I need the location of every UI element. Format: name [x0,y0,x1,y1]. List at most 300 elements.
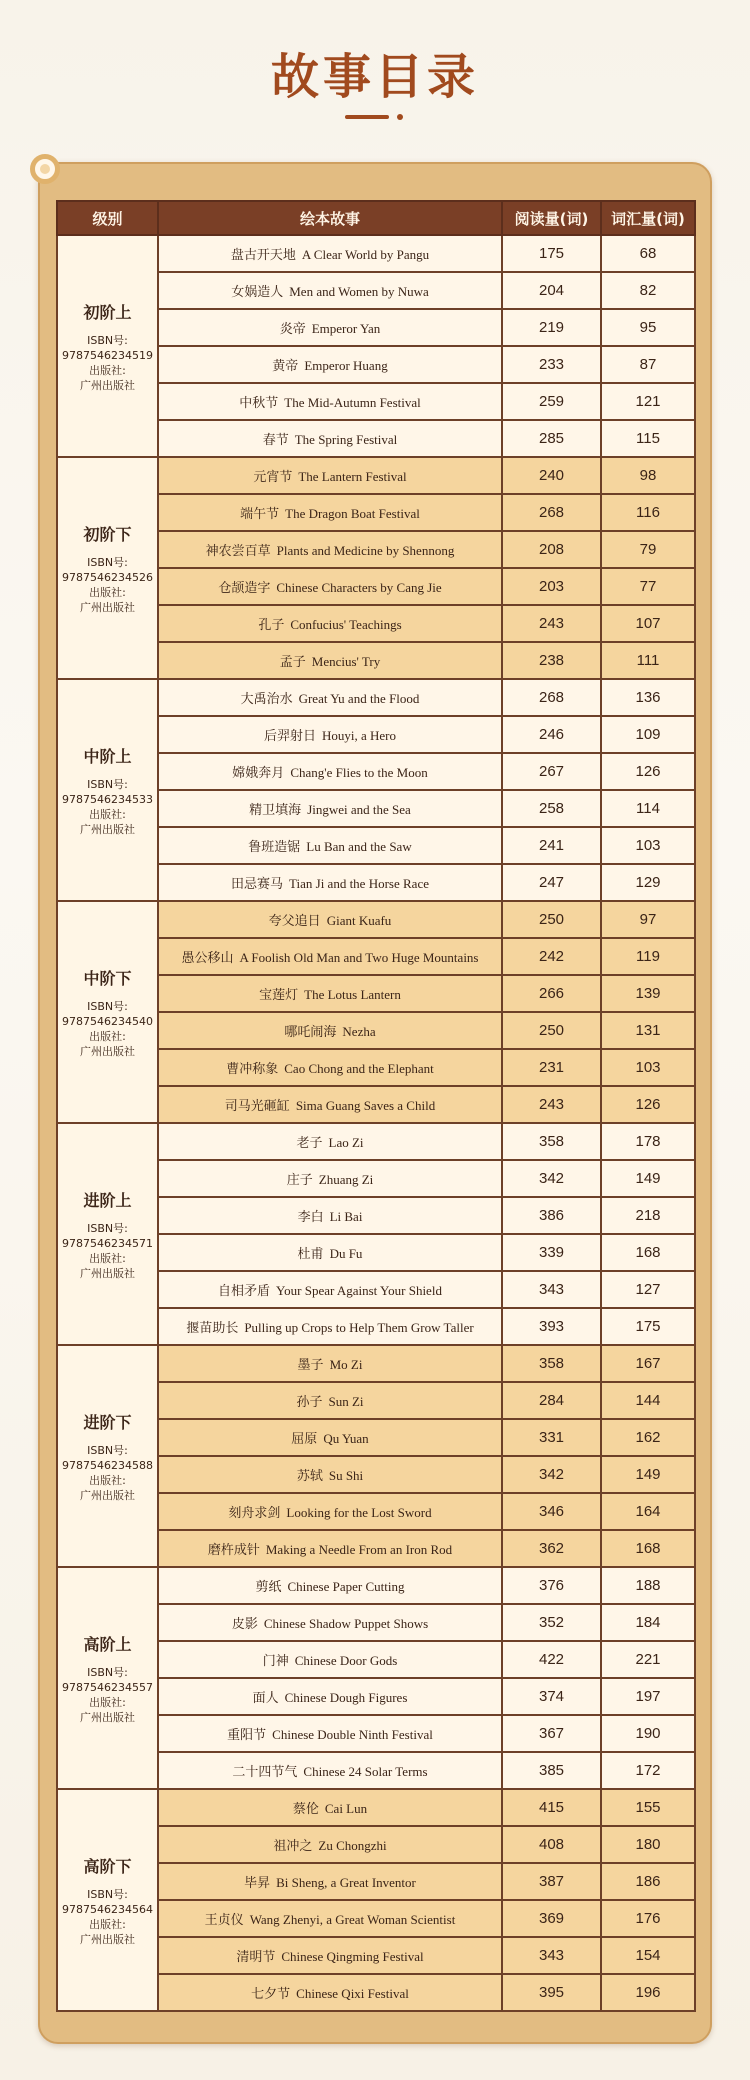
table-row [57,1123,695,1160]
story-title-en: Chinese Characters by Cang Jie [276,579,442,595]
story-title-en: Qu Yuan [323,1430,369,1446]
story-title-cn: 盘古开天地 [230,247,296,263]
publisher-value: 广州出版社 [80,1488,135,1502]
reading-count: 346 [502,1493,601,1530]
story-cell [158,420,502,457]
story-title-cn: 七夕节 [251,1986,291,2002]
isbn-value: 9787546234564 [62,1902,153,1916]
vocab-count: 188 [601,1567,695,1604]
story-title-en: Emperor Yan [311,320,381,336]
reading-count: 238 [502,642,601,679]
vocab-count: 68 [601,235,695,272]
reading-count: 208 [502,531,601,568]
story-title-cn: 皮影 [231,1616,258,1632]
reading-count: 352 [502,1604,601,1641]
reading-count: 386 [502,1197,601,1234]
story-title-cn: 鲁班造锯 [248,839,301,855]
page-title: 故事目录 [270,49,479,105]
story-title-cn: 王贞仪 [204,1912,244,1928]
story-title-en: Plants and Medicine by Shennong [276,542,455,558]
story-cell [158,1456,502,1493]
publisher-value: 广州出版社 [80,1932,135,1946]
level-name: 初阶上 [83,302,132,322]
reading-count: 393 [502,1308,601,1345]
story-title-cn: 司马光砸缸 [224,1098,290,1114]
story-title-cn: 夸父追日 [268,913,321,929]
story-title-en: Jingwei and the Sea [307,801,411,817]
vocab-count: 149 [601,1456,695,1493]
story-cell [158,1974,502,2011]
vocab-count: 136 [601,679,695,716]
story-cell [158,346,502,383]
level-name: 中阶下 [83,968,132,988]
vocab-count: 154 [601,1937,695,1974]
story-cell [158,1086,502,1123]
story-cell [158,568,502,605]
vocab-count: 155 [601,1789,695,1826]
reading-count: 246 [502,716,601,753]
story-cell [158,864,502,901]
header-vocab: 词汇量(词) [601,201,695,235]
vocab-count: 82 [601,272,695,309]
vocab-count: 167 [601,1345,695,1382]
story-title-en: Chinese Qixi Festival [296,1985,409,2001]
story-title-en: Nezha [342,1023,376,1039]
story-title-en: Houyi, a Hero [322,727,397,743]
vocab-count: 87 [601,346,695,383]
story-title-cn: 祖冲之 [273,1838,313,1854]
story-title-cn: 曹冲称象 [226,1061,279,1077]
publisher-label: 出版社: [89,1029,126,1043]
publisher-value: 广州出版社 [80,1044,135,1058]
table-row [57,235,695,272]
reading-count: 343 [502,1271,601,1308]
reading-count: 284 [502,1382,601,1419]
publisher-value: 广州出版社 [80,378,135,392]
vocab-count: 218 [601,1197,695,1234]
vocab-count: 186 [601,1863,695,1900]
story-title-cn: 门神 [262,1653,289,1669]
story-title-cn: 重阳节 [227,1727,267,1743]
story-title-en: Bi Sheng, a Great Inventor [276,1874,416,1890]
story-cell [158,790,502,827]
story-title-en: Wang Zhenyi, a Great Woman Scientist [249,1911,456,1927]
story-title-en: A Clear World by Pangu [301,246,430,262]
story-cell [158,1382,502,1419]
reading-count: 342 [502,1456,601,1493]
reading-count: 243 [502,1086,601,1123]
reading-count: 241 [502,827,601,864]
level-name: 进阶下 [83,1412,132,1432]
story-title-en: Chinese Paper Cutting [287,1578,405,1594]
publisher-label: 出版社: [89,363,126,377]
story-title-en: The Lantern Festival [298,468,407,484]
story-title-cn: 刻舟求剑 [228,1505,281,1521]
table-row [57,457,695,494]
vocab-count: 107 [601,605,695,642]
story-title-cn: 苏轼 [296,1468,323,1484]
story-title-en: Men and Women by Nuwa [289,283,429,299]
story-title-en: A Foolish Old Man and Two Huge Mountains [239,949,479,965]
reading-count: 247 [502,864,601,901]
level-cell [57,1567,158,1789]
story-title-en: Li Bai [329,1208,363,1224]
reading-count: 408 [502,1826,601,1863]
isbn-value: 9787546234571 [62,1236,153,1250]
story-cell [158,1530,502,1567]
reading-count: 285 [502,420,601,457]
story-title-en: Zu Chongzhi [318,1837,387,1853]
story-cell [158,1826,502,1863]
reading-count: 259 [502,383,601,420]
story-title-en: Cao Chong and the Elephant [284,1060,434,1076]
story-title-cn: 精卫填海 [249,802,302,818]
story-title-en: Mo Zi [329,1356,363,1372]
vocab-count: 109 [601,716,695,753]
vocab-count: 121 [601,383,695,420]
story-cell [158,235,502,272]
reading-count: 374 [502,1678,601,1715]
reading-count: 204 [502,272,601,309]
reading-count: 376 [502,1567,601,1604]
story-cell [158,1567,502,1604]
vocab-count: 149 [601,1160,695,1197]
level-cell [57,235,158,457]
story-cell [158,1937,502,1974]
story-title-en: The Lotus Lantern [304,986,401,1002]
story-title-cn: 元宵节 [253,469,293,485]
story-cell [158,901,502,938]
story-title-cn: 田忌赛马 [231,876,284,892]
story-title-cn: 孙子 [296,1394,323,1410]
level-name: 高阶上 [83,1634,132,1654]
vocab-count: 221 [601,1641,695,1678]
level-name: 高阶下 [83,1856,132,1876]
story-cell [158,753,502,790]
reading-count: 243 [502,605,601,642]
story-title-en: The Mid-Autumn Festival [284,394,421,410]
vocab-count: 131 [601,1012,695,1049]
story-title-en: Confucius' Teachings [290,616,402,632]
vocab-count: 168 [601,1530,695,1567]
level-cell [57,457,158,679]
publisher-value: 广州出版社 [80,822,135,836]
story-title-cn: 蔡伦 [292,1801,319,1817]
vocab-count: 139 [601,975,695,1012]
level-cell [57,1123,158,1345]
vocab-count: 162 [601,1419,695,1456]
vocab-count: 114 [601,790,695,827]
story-cell [158,605,502,642]
isbn-value: 9787546234540 [62,1014,153,1028]
vocab-count: 176 [601,1900,695,1937]
story-title-en: Your Spear Against Your Shield [276,1282,442,1298]
story-cell [158,1012,502,1049]
story-title-cn: 庄子 [286,1172,313,1188]
story-title-en: Chinese Shadow Puppet Shows [263,1615,429,1631]
story-title-cn: 春节 [262,432,289,448]
story-title-cn: 大禹治水 [240,691,293,707]
level-name: 初阶下 [83,524,132,544]
story-title-cn: 端午节 [240,506,280,522]
story-title-en: Tian Ji and the Horse Race [289,875,429,891]
story-cell [158,1049,502,1086]
story-title-en: The Spring Festival [294,431,398,447]
isbn-label: ISBN号: [87,1443,128,1457]
reading-count: 240 [502,457,601,494]
reading-count: 258 [502,790,601,827]
level-name: 中阶上 [83,746,132,766]
vocab-count: 77 [601,568,695,605]
publisher-label: 出版社: [89,807,126,821]
story-cell [158,1160,502,1197]
story-title-cn: 后羿射日 [263,728,316,744]
reading-count: 358 [502,1345,601,1382]
isbn-value: 9787546234526 [62,570,153,584]
publisher-label: 出版社: [89,1917,126,1931]
story-title-cn: 宝莲灯 [259,987,299,1003]
story-cell [158,1419,502,1456]
story-title-en: Great Yu and the Flood [298,690,420,706]
title-divider [345,113,405,123]
publisher-value: 广州出版社 [80,1710,135,1724]
reading-count: 331 [502,1419,601,1456]
story-cell [158,494,502,531]
story-cell [158,531,502,568]
story-title-en: Chang'e Flies to the Moon [290,764,428,780]
reading-count: 343 [502,1937,601,1974]
vocab-count: 126 [601,753,695,790]
reading-count: 233 [502,346,601,383]
story-title-en: Pulling up Crops to Help Them Grow Taller [244,1319,474,1335]
story-title-en: Mencius' Try [311,653,381,669]
vocab-count: 178 [601,1123,695,1160]
story-title-en: Emperor Huang [304,357,388,373]
story-title-cn: 黄帝 [272,358,299,374]
isbn-label: ISBN号: [87,999,128,1013]
story-cell [158,1604,502,1641]
table-row [57,1567,695,1604]
reading-count: 369 [502,1900,601,1937]
story-cell [158,716,502,753]
reading-count: 242 [502,938,601,975]
story-title-cn: 杜甫 [297,1246,324,1262]
reading-count: 385 [502,1752,601,1789]
vocab-count: 172 [601,1752,695,1789]
reading-count: 395 [502,1974,601,2011]
vocab-count: 79 [601,531,695,568]
story-cell [158,383,502,420]
story-title-en: Chinese Dough Figures [284,1689,408,1705]
story-cell [158,975,502,1012]
story-title-en: Sima Guang Saves a Child [295,1097,436,1113]
isbn-value: 9787546234588 [62,1458,153,1472]
reading-count: 266 [502,975,601,1012]
reading-count: 267 [502,753,601,790]
story-title-cn: 面人 [252,1690,279,1706]
vocab-count: 119 [601,938,695,975]
table-row [57,1345,695,1382]
reading-count: 387 [502,1863,601,1900]
story-cell [158,1641,502,1678]
header-reading: 阅读量(词) [502,201,601,235]
isbn-label: ISBN号: [87,555,128,569]
story-title-cn: 自相矛盾 [218,1283,271,1299]
vocab-count: 126 [601,1086,695,1123]
story-title-en: Chinese Double Ninth Festival [272,1726,433,1742]
story-title-cn: 中秋节 [239,395,279,411]
publisher-value: 广州出版社 [80,1266,135,1280]
vocab-count: 184 [601,1604,695,1641]
vocab-count: 129 [601,864,695,901]
story-cell [158,827,502,864]
story-title-cn: 剪纸 [255,1579,282,1595]
story-title-en: Zhuang Zi [318,1171,374,1187]
story-title-cn: 屈原 [291,1431,318,1447]
story-title-en: Du Fu [329,1245,363,1261]
story-cell [158,938,502,975]
isbn-label: ISBN号: [87,1221,128,1235]
vocab-count: 97 [601,901,695,938]
story-title-en: Lu Ban and the Saw [306,838,412,854]
story-catalog-table [56,200,696,2012]
story-cell [158,1863,502,1900]
story-title-cn: 老子 [296,1135,323,1151]
story-cell [158,1123,502,1160]
story-cell [158,1752,502,1789]
isbn-label: ISBN号: [87,1665,128,1679]
vocab-count: 116 [601,494,695,531]
table-body [57,235,695,2011]
story-cell [158,1678,502,1715]
story-title-cn: 炎帝 [279,321,306,337]
story-title-cn: 孟子 [279,654,306,670]
story-title-cn: 仓颉造字 [218,580,271,596]
story-cell [158,309,502,346]
story-cell [158,1197,502,1234]
table-row [57,901,695,938]
level-cell [57,901,158,1123]
reading-count: 415 [502,1789,601,1826]
level-name: 进阶上 [83,1190,132,1210]
vocab-count: 98 [601,457,695,494]
reading-count: 422 [502,1641,601,1678]
isbn-label: ISBN号: [87,777,128,791]
story-title-cn: 嫦娥奔月 [232,765,285,781]
story-cell [158,642,502,679]
publisher-label: 出版社: [89,1251,126,1265]
story-title-cn: 清明节 [236,1949,276,1965]
reading-count: 367 [502,1715,601,1752]
story-cell [158,1493,502,1530]
story-cell [158,272,502,309]
publisher-label: 出版社: [89,1695,126,1709]
header-level: 级别 [57,201,158,235]
story-title-cn: 揠苗助长 [186,1320,239,1336]
vocab-count: 196 [601,1974,695,2011]
level-cell [57,1789,158,2011]
story-title-en: Cai Lun [324,1800,368,1816]
reading-count: 231 [502,1049,601,1086]
vocab-count: 103 [601,1049,695,1086]
reading-count: 203 [502,568,601,605]
vocab-count: 190 [601,1715,695,1752]
table-row [57,1789,695,1826]
vocab-count: 175 [601,1308,695,1345]
reading-count: 268 [502,494,601,531]
story-cell [158,1234,502,1271]
story-title-cn: 磨杵成针 [207,1542,260,1558]
reading-count: 339 [502,1234,601,1271]
publisher-label: 出版社: [89,1473,126,1487]
isbn-value: 9787546234533 [62,792,153,806]
story-cell [158,1789,502,1826]
story-cell [158,679,502,716]
vocab-count: 164 [601,1493,695,1530]
vocab-count: 95 [601,309,695,346]
table-row [57,679,695,716]
story-title-en: Su Shi [328,1467,364,1483]
level-cell [57,1345,158,1567]
story-title-cn: 神农尝百草 [205,543,271,559]
reading-count: 250 [502,1012,601,1049]
table-header-row [57,201,695,235]
story-title-en: Chinese Door Gods [294,1652,398,1668]
story-title-en: The Dragon Boat Festival [285,505,420,521]
vocab-count: 144 [601,1382,695,1419]
story-cell [158,1308,502,1345]
story-cell [158,1345,502,1382]
isbn-label: ISBN号: [87,1887,128,1901]
story-title-cn: 女娲造人 [231,284,284,300]
reading-count: 362 [502,1530,601,1567]
story-title-en: Chinese 24 Solar Terms [303,1763,428,1779]
story-title-cn: 愚公移山 [181,950,234,966]
story-title-cn: 毕昇 [244,1875,271,1891]
vocab-count: 111 [601,642,695,679]
isbn-label: ISBN号: [87,333,128,347]
header-story: 绘本故事 [158,201,502,235]
vocab-count: 115 [601,420,695,457]
vocab-count: 180 [601,1826,695,1863]
publisher-label: 出版社: [89,585,126,599]
story-title-en: Looking for the Lost Sword [286,1504,432,1520]
level-cell [57,679,158,901]
reading-count: 175 [502,235,601,272]
story-title-cn: 哪吒闹海 [284,1024,337,1040]
story-title-en: Giant Kuafu [326,912,392,928]
isbn-value: 9787546234557 [62,1680,153,1694]
vocab-count: 127 [601,1271,695,1308]
reading-count: 342 [502,1160,601,1197]
story-title-cn: 孔子 [258,617,285,633]
publisher-value: 广州出版社 [80,600,135,614]
reading-count: 219 [502,309,601,346]
story-title-en: Sun Zi [328,1393,364,1409]
vocab-count: 197 [601,1678,695,1715]
vocab-count: 168 [601,1234,695,1271]
story-cell [158,1900,502,1937]
scroll-ring-icon [30,154,60,184]
story-title-cn: 二十四节气 [232,1764,298,1780]
vocab-count: 103 [601,827,695,864]
story-title-cn: 墨子 [297,1357,324,1373]
reading-count: 268 [502,679,601,716]
story-title-en: Lao Zi [328,1134,364,1150]
reading-count: 250 [502,901,601,938]
story-cell [158,1271,502,1308]
story-title-en: Making a Needle From an Iron Rod [265,1541,453,1557]
